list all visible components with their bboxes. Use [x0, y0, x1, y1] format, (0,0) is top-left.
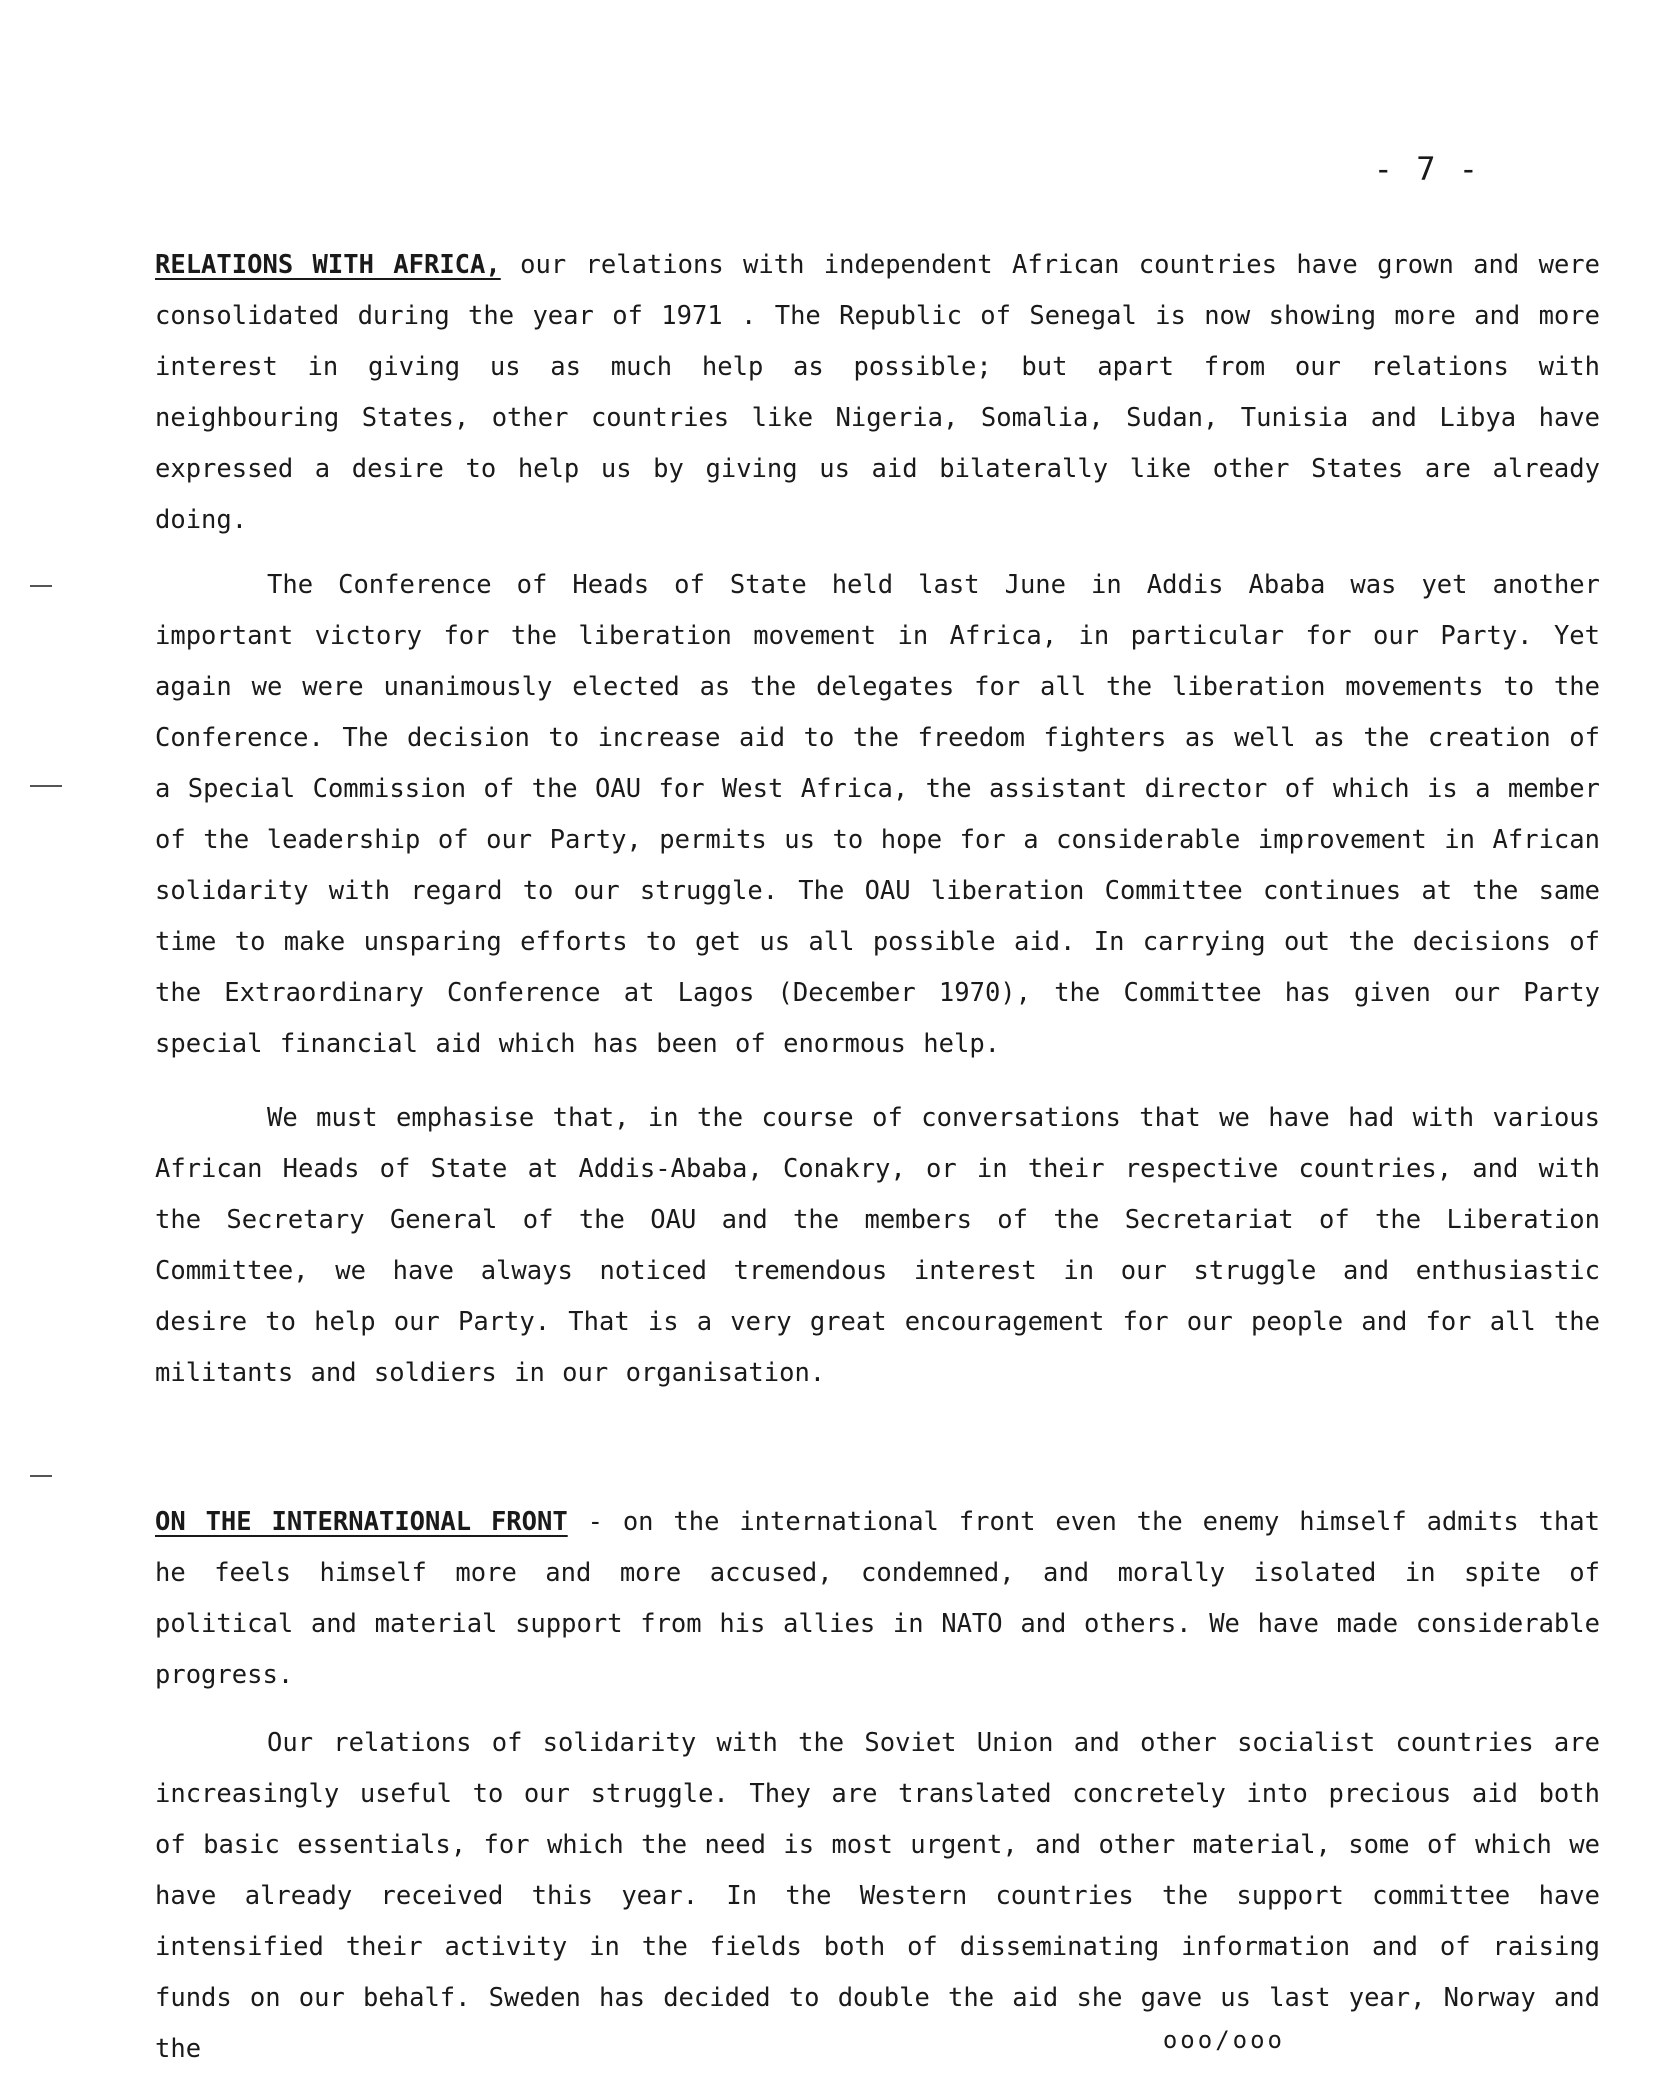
section-international-front: [155, 1497, 1600, 1701]
section-heading-africa: RELATIONS WITH AFRICA,: [155, 250, 501, 280]
section-text-international: - on the international front even the enemy himself admits that he feels himself more and more accused, condemned, and morally isolated in spite of political and material support from his allies in NATO and others. We have made considerable progress.: [155, 1507, 1600, 1690]
section-heading-international: ON THE INTERNATIONAL FRONT: [155, 1507, 568, 1537]
margin-mark: [30, 785, 62, 787]
margin-mark: [30, 1475, 52, 1477]
paragraph-emphasise: We must emphasise that, in the course of conversations that we have had with various African Heads of State at Addis-Ababa, Conakry, or in their respective countries, and with the Secretary General of the OAU and the members of the Secretariat of the Liberation Committee, we have always noticed tremendous interest in our struggle and enthusiastic desire to help our Party. That is a very great encouragement for our people and for all the militants and soldiers in our organisation.: [155, 1103, 1600, 1388]
paragraph-conference-of-heads-of-state: The Conference of Heads of State held last June in Addis Ababa was yet another important victory for the liberation movement in Africa, in particular for our Party. Yet again we were unanimously elected as the delegates for all the liberation movements to the Conference. The decision to increase aid to the freedom fighters as well as the creation of a Special Commission of the OAU for West Africa, the assistant director of which is a member of the leadership of our Party, permits us to hope for a considerable improvement in African solidarity with regard to our struggle. The OAU liberation Committee continues at the same time to make unsparing efforts to get us all possible aid. In carrying out the decisions of the Extraordinary Conference at Lagos (December 1970), the Committee has given our Party special financial aid which has been of enormous help.: [155, 570, 1600, 1059]
continuation-mark: ooo/ooo: [1162, 2026, 1285, 2054]
paragraph-socialist-relations: Our relations of solidarity with the Soviet Union and other socialist countries are increasingly useful to our struggle. They are translated concretely into precious aid both of basic essentials, for which the need is most urgent, and other material, some of which we have already received this year. In the Western countries the support committee have intensified their activity in the fields both of disseminating information and of raising funds on our behalf. Sweden has decided to double the aid she gave us last year, Norway and the: [155, 1728, 1600, 2064]
section-text-africa: our relations with independent African countries have grown and were consolidated during the year of 1971 . The Republic of Senegal is now showing more and more interest in giving us as much help as possible; but apart from our relations with neighbouring States, other countries like Nigeria, Somalia, Sudan, Tunisia and Libya have expressed a desire to help us by giving us aid bilaterally like other States are already doing.: [155, 250, 1600, 535]
margin-mark: [30, 585, 52, 587]
section-relations-with-africa: [155, 240, 1600, 546]
page-number: - 7 -: [1373, 150, 1480, 188]
